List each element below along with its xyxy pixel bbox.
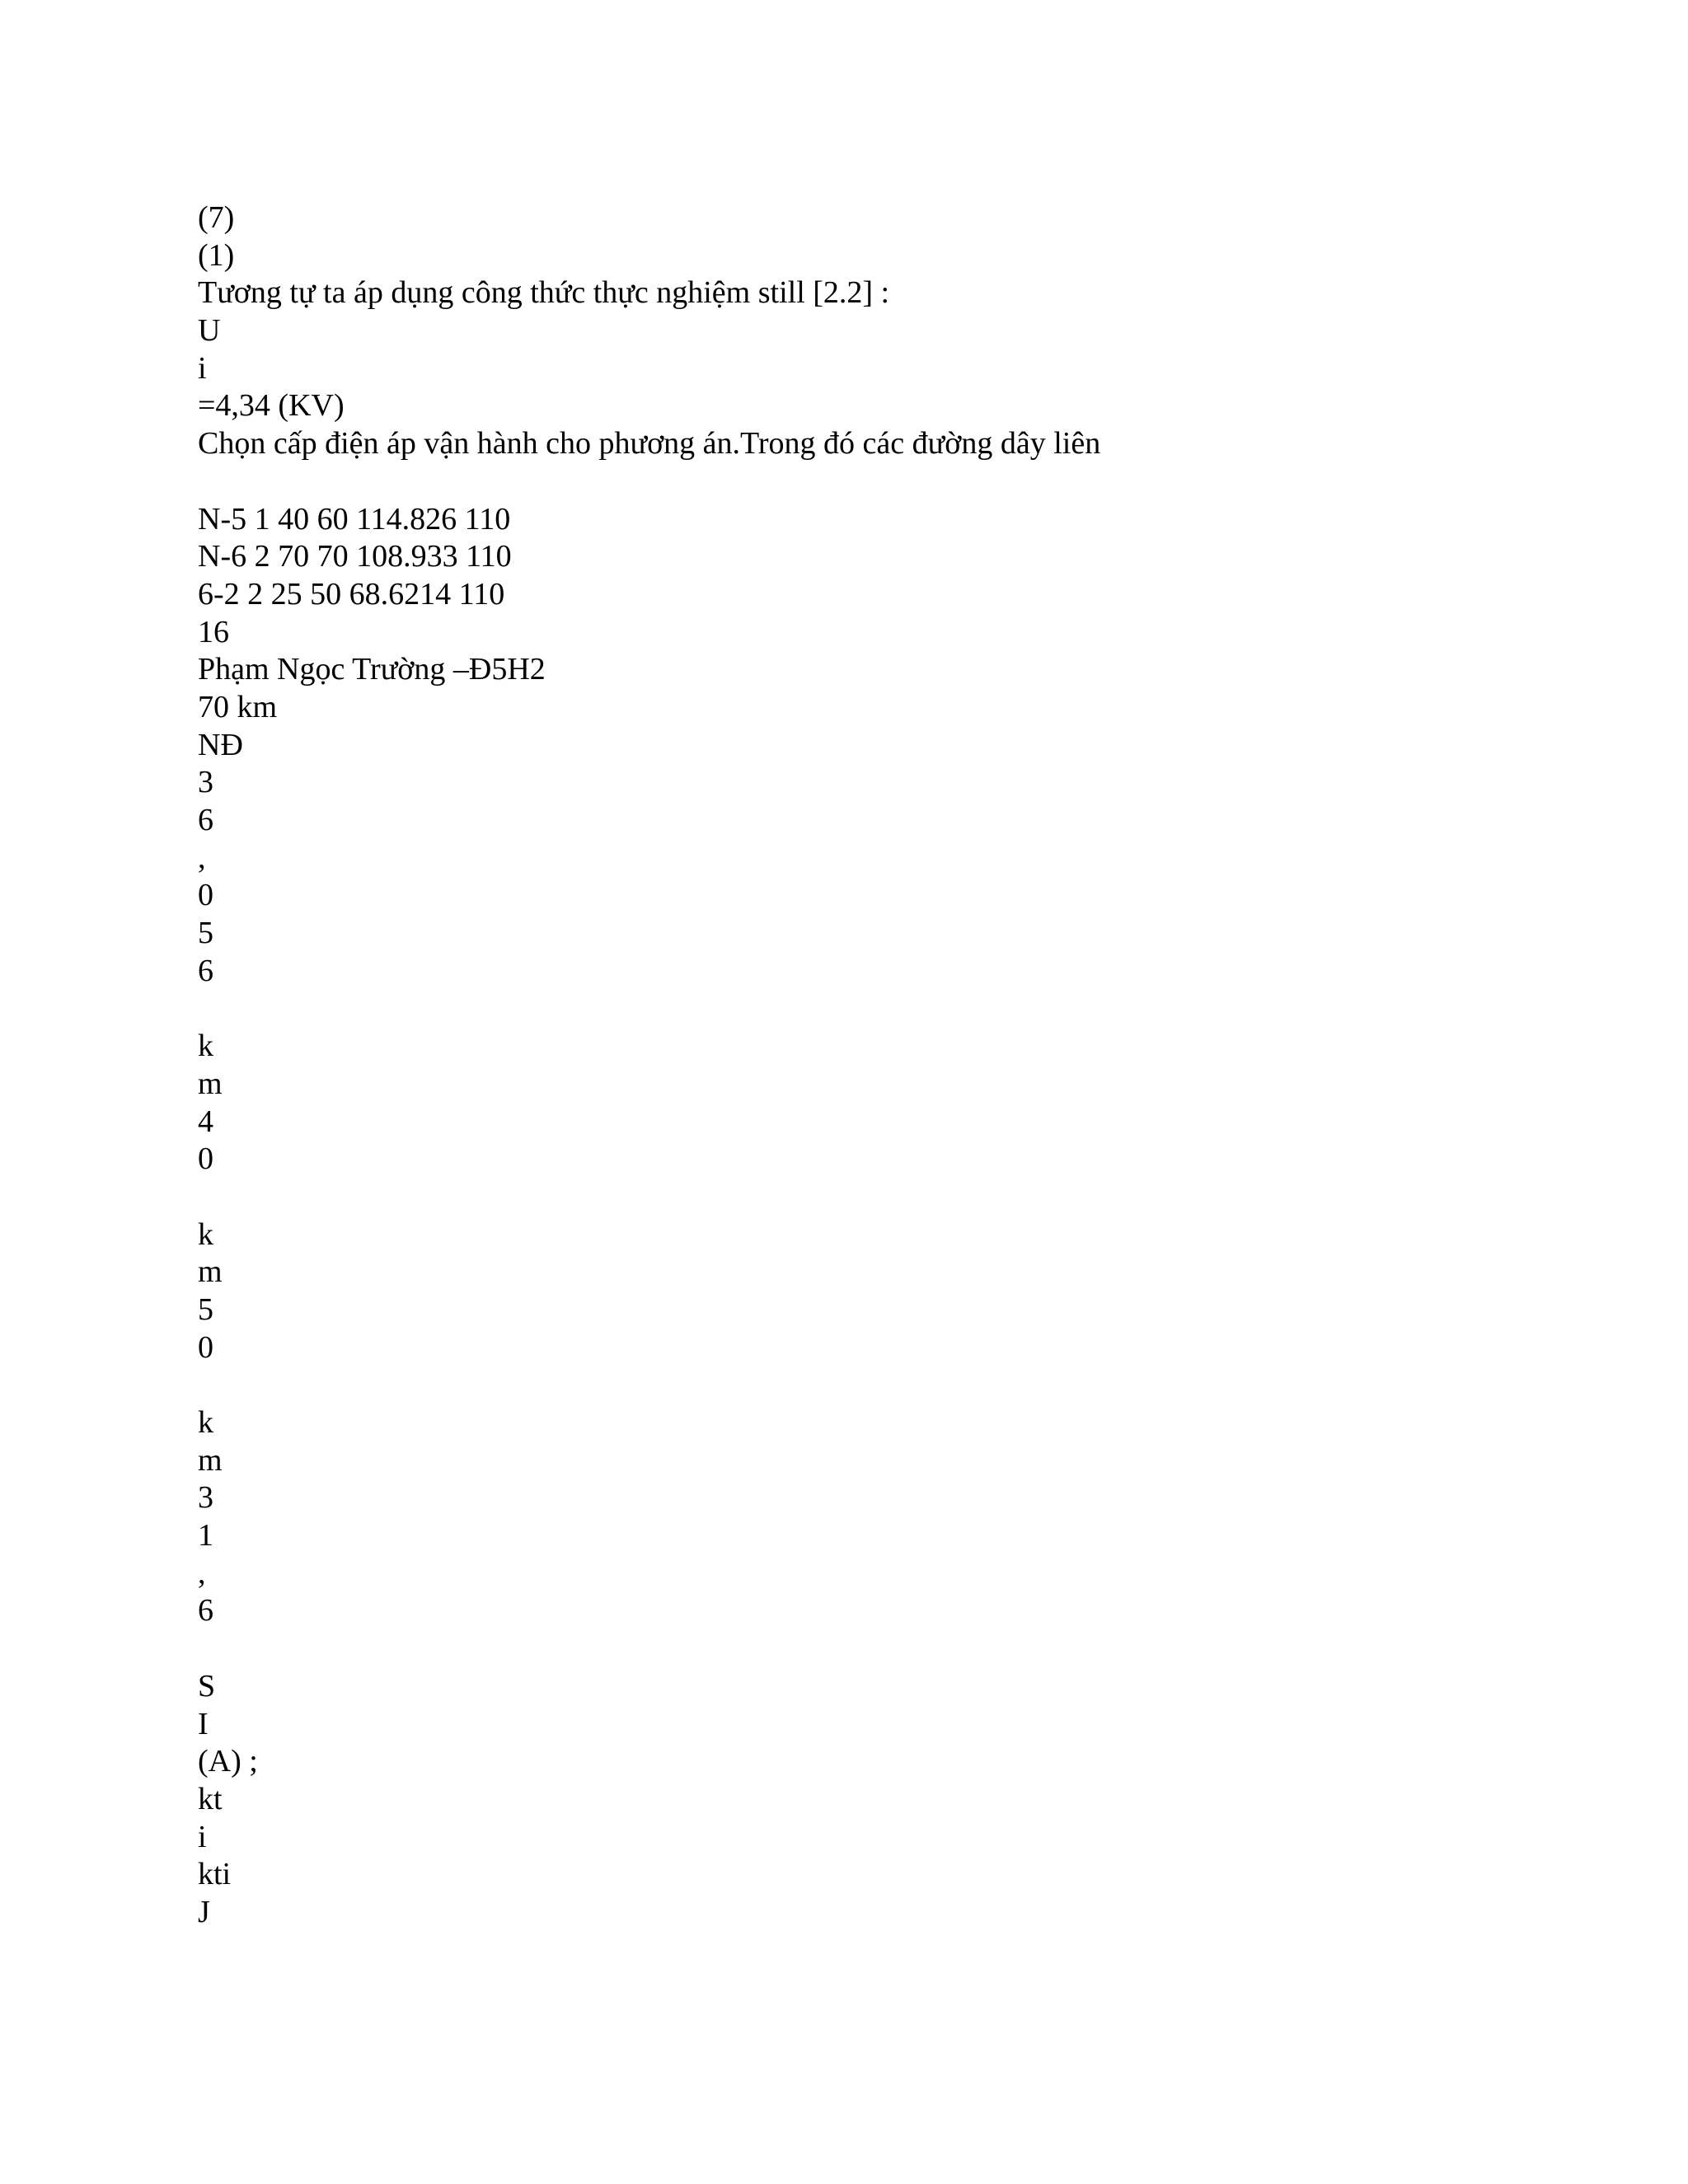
text-line: m xyxy=(198,1442,223,1478)
blank-line xyxy=(198,1366,1599,1404)
text-line: N-5 1 40 60 114.826 110 xyxy=(198,501,511,537)
text-line: (A) ; xyxy=(198,1744,258,1779)
text-line: 5 xyxy=(198,1291,213,1327)
text-line: J xyxy=(198,1894,210,1929)
text-line: k xyxy=(198,1216,213,1252)
text-line: m xyxy=(198,1066,223,1101)
text-line: 0 xyxy=(198,878,213,913)
text-line: 0 xyxy=(198,1141,213,1177)
text-line: 16 xyxy=(198,614,229,649)
text-line: 70 km xyxy=(198,689,278,724)
text-line: k xyxy=(198,1405,213,1440)
text-line: , xyxy=(198,1555,206,1591)
text-line: kti xyxy=(198,1857,232,1892)
blank-line xyxy=(198,1630,1599,1668)
blank-line xyxy=(198,990,1599,1028)
text-line: 6 xyxy=(198,1593,213,1629)
text-line: 6 xyxy=(198,803,213,837)
text-line: Tương tự ta áp dụng công thức thực nghiệm still [2.2] : xyxy=(198,275,890,311)
text-line: Phạm Ngọc Trường –Đ5H2 xyxy=(198,652,546,687)
text-line: (1) xyxy=(198,237,235,273)
text-line: 5 xyxy=(198,916,213,951)
text-line: (7) xyxy=(198,200,235,235)
text-line: m xyxy=(198,1254,223,1290)
text-line: NĐ xyxy=(198,727,243,762)
text-line: 3 xyxy=(198,765,213,800)
text-line: 3 xyxy=(198,1480,213,1516)
text-line: i xyxy=(198,1819,207,1854)
text-line: N-6 2 70 70 108.933 110 xyxy=(198,539,512,574)
text-line: =4,34 (KV) xyxy=(198,388,345,424)
text-line: kt xyxy=(198,1781,223,1816)
text-line: I xyxy=(198,1706,209,1741)
text-line: Chọn cấp điện áp vận hành cho phương án.Trong đó các đường dây liên xyxy=(198,426,1101,462)
document-text xyxy=(198,199,1599,1932)
text-line: 1 xyxy=(198,1518,213,1554)
text-line: , xyxy=(198,840,206,875)
text-line: 6 xyxy=(198,953,213,988)
text-line: k xyxy=(198,1029,213,1064)
blank-line xyxy=(198,1179,1599,1216)
text-line: 4 xyxy=(198,1104,213,1139)
text-line: 0 xyxy=(198,1329,213,1365)
text-line: U xyxy=(198,313,221,349)
blank-line xyxy=(198,463,1599,501)
text-line: S xyxy=(198,1668,216,1704)
text-line: 6-2 2 25 50 68.6214 110 xyxy=(198,576,505,612)
text-line: i xyxy=(198,350,207,386)
